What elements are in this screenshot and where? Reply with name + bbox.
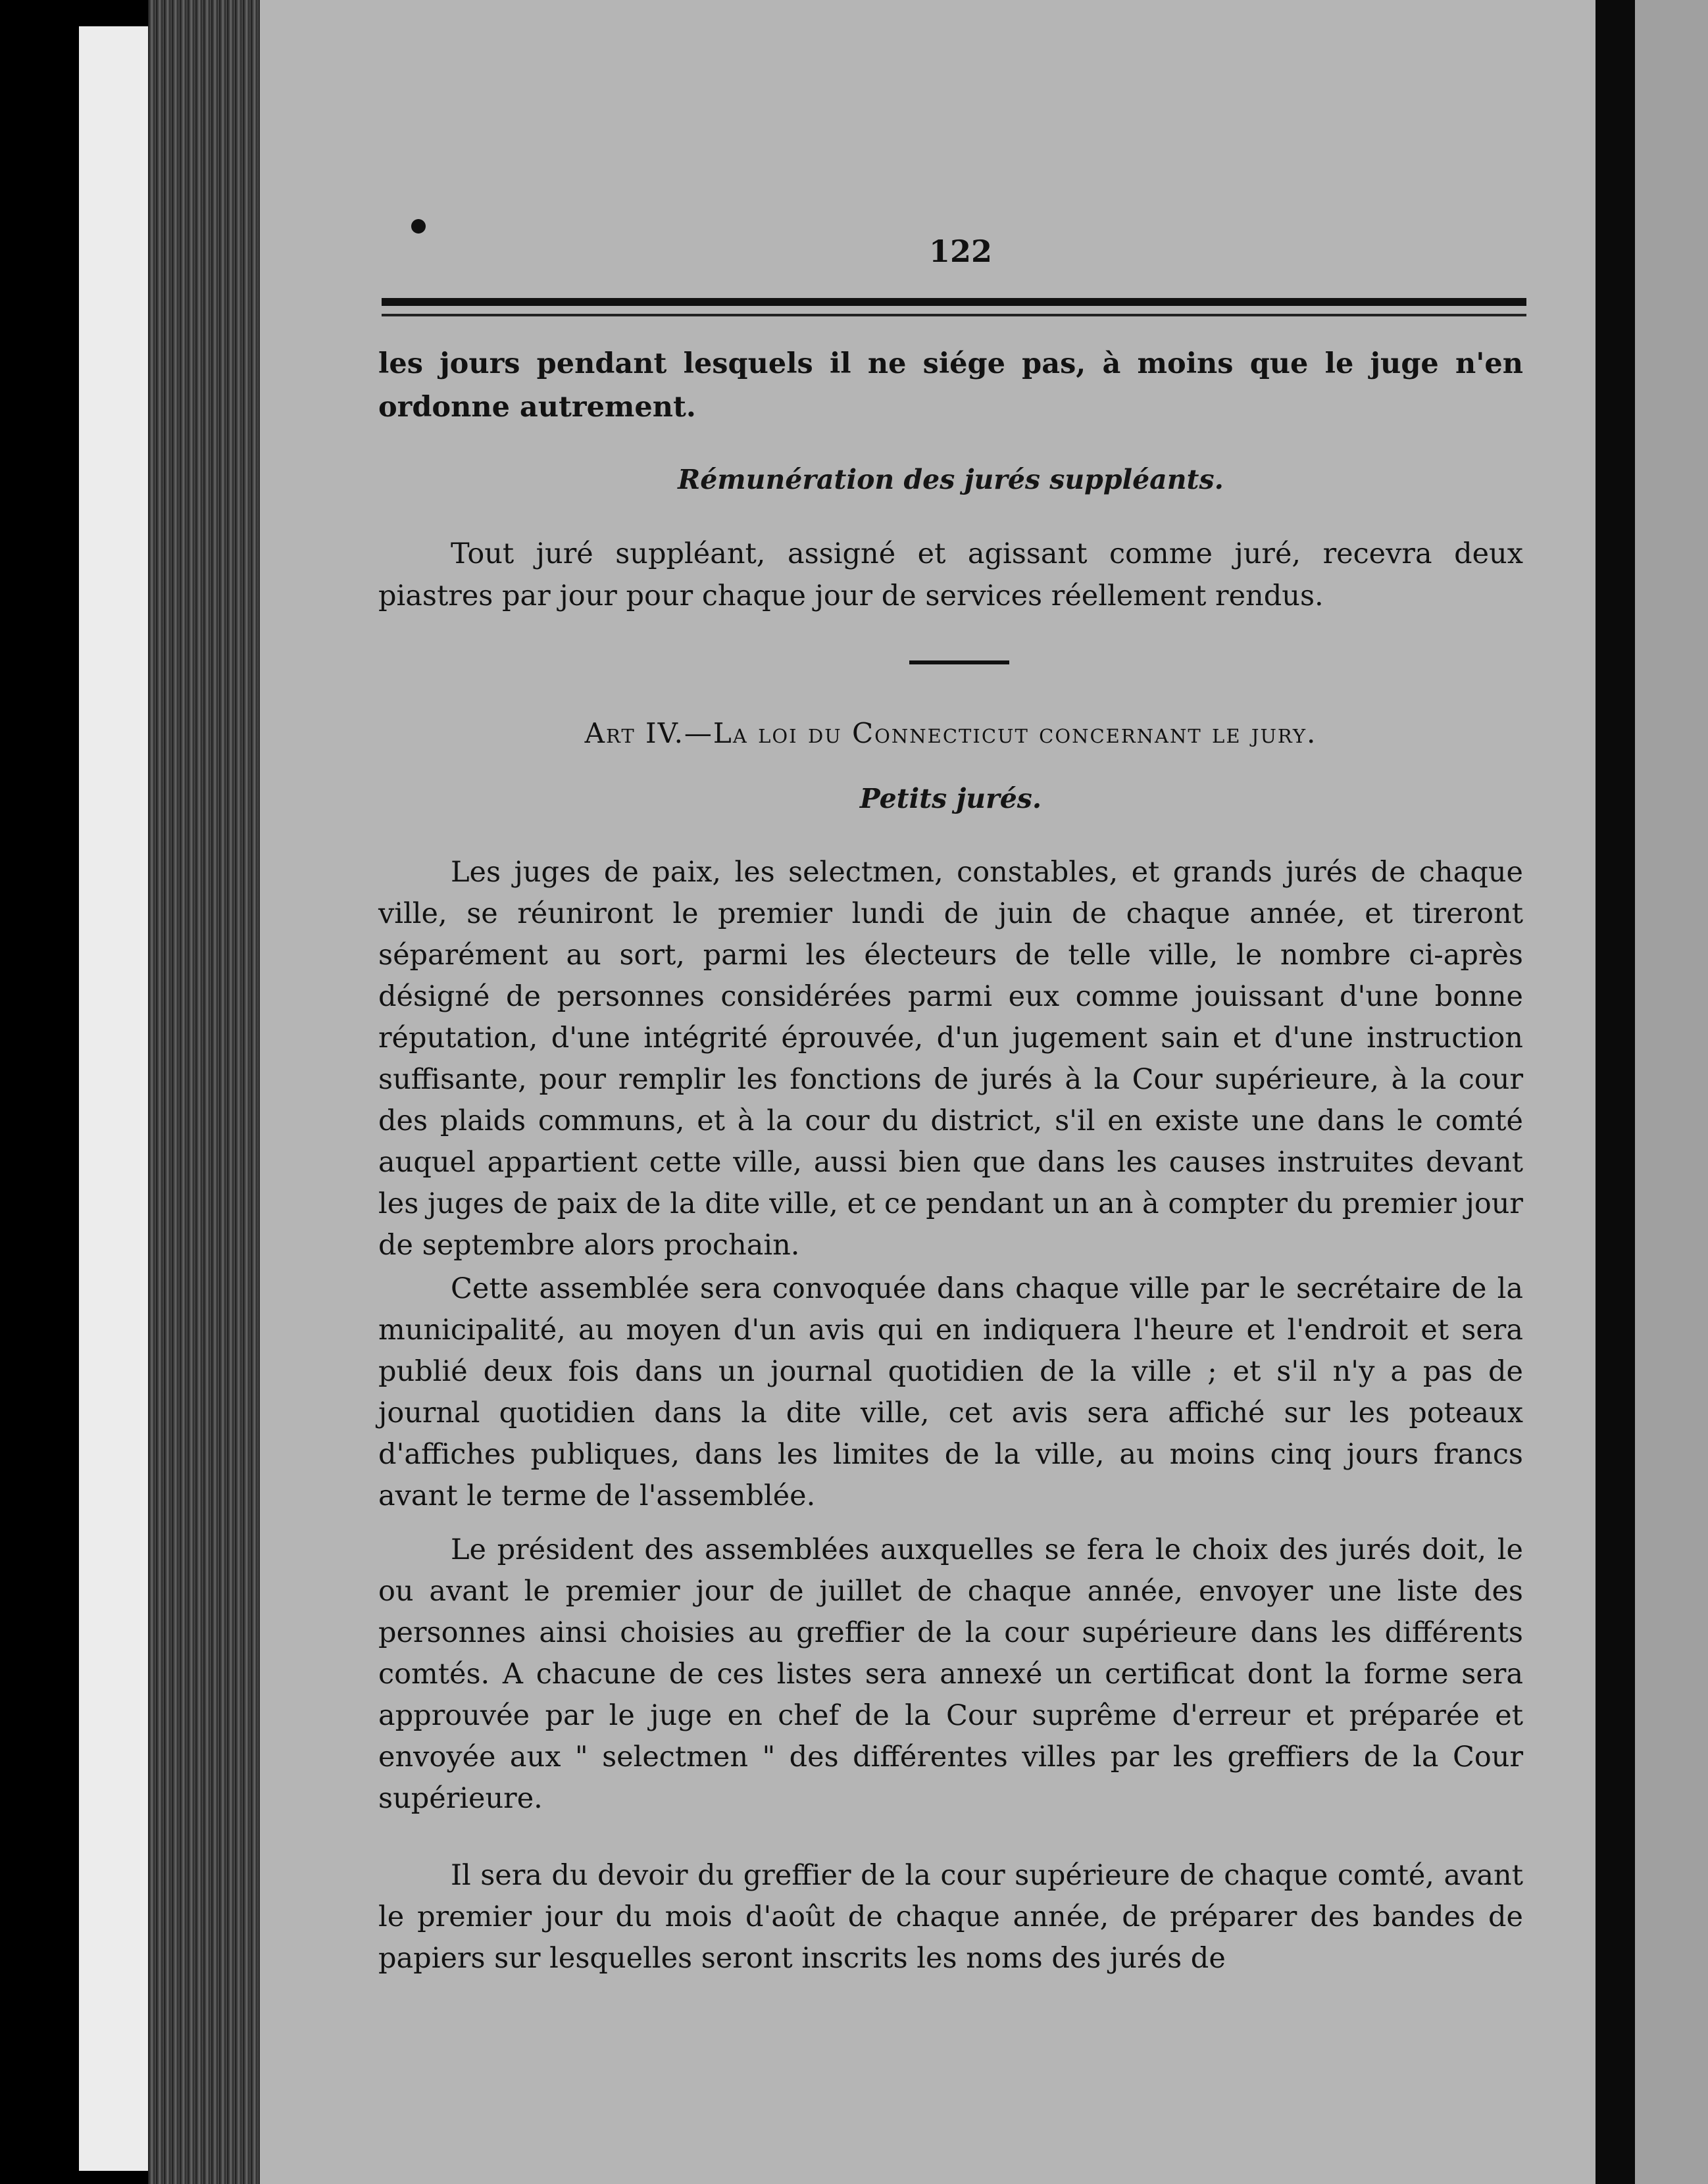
paragraph-selection — [378, 852, 1523, 1266]
paragraph-continuation — [378, 342, 1523, 429]
header-rule-thin — [382, 314, 1526, 316]
paragraph-text: Les juges de paix, les selectmen, constables, et grands jurés de chaque ville, se réuniront le premier lundi de juin de chaque année, et tireront séparément au sort, parmi les électeurs de telle ville, le nombre ci-après désigné de personnes considérées parmi eux comme jouissant d'une bonne réputation, d'une intégrité éprouvée, d'un jugement sain et d'une instruction suffisante, pour remplir les fonctions de jurés à la Cour supérieure, à la cour des plaids communs, et à la cour du district, s'il en existe une dans le comté auquel appartient cette ville, aussi bien que dans les causes instruites devant les juges de paix de la dite ville, et ce pendant un an à compter du premier jour de septembre alors prochain. — [378, 856, 1523, 1262]
book-page-edges — [148, 0, 260, 2184]
section-divider — [909, 660, 1009, 664]
section-heading-remuneration: Rémunération des jurés suppléants. — [678, 464, 1224, 495]
paragraph-text: Il sera du devoir du greffier de la cour supérieure de chaque comté, avant le premier jour du mois d'août de chaque année, de préparer des bandes de papiers sur lesquelles seront inscrits les noms des jurés de — [378, 1859, 1523, 1975]
page-number: 122 — [928, 234, 993, 269]
ink-dot — [411, 219, 426, 234]
paragraph-president — [378, 1529, 1523, 1820]
paragraph-greffier — [378, 1855, 1523, 1979]
section-heading-petits-jures: Petits jurés. — [859, 783, 1042, 814]
article-title: Art IV.—La loi du Connecticut concernant le jury. — [584, 717, 1317, 749]
header-rule — [382, 298, 1526, 306]
paragraph-text: Tout juré suppléant, assigné et agissant comme juré, recevra deux piastres par jour pour chaque jour de services réellement rendus. — [378, 537, 1523, 612]
paragraph-assembly — [378, 1268, 1523, 1517]
adjacent-page-edge — [1635, 0, 1708, 2184]
gutter-shadow — [1595, 0, 1635, 2184]
paragraph-text: Cette assemblée sera convoquée dans chaque ville par le secrétaire de la municipalité, au moyen d'un avis qui en indiquera l'heure et l'endroit et sera publié deux fois dans un journal quotidien de la ville ; et s'il n'y a pas de journal quotidien dans la dite ville, cet avis sera affiché sur les poteaux d'affiches publiques, dans les limites de la ville, au moins cinq jours francs avant le terme de l'assemblée. — [378, 1272, 1523, 1512]
paragraph-text: Le président des assemblées auxquelles se fera le choix des jurés doit, le ou avant le premier jour de juillet de chaque année, envoyer une liste des personnes ainsi choisies au greffier de la cour supérieure dans les différents comtés. A chacune de ces listes sera annexé un certificat dont la forme sera approuvée par le juge en chef de la Cour suprême d'erreur et préparée et envoyée aux " selectmen " des différentes villes par les greffiers de la Cour supérieure. — [378, 1533, 1523, 1815]
paragraph-remuneration — [378, 533, 1523, 617]
paragraph-text: les jours pendant lesquels il ne siége pas, à moins que le juge n'en ordonne autrement. — [378, 347, 1523, 424]
scan-margin-strip — [79, 26, 148, 2171]
